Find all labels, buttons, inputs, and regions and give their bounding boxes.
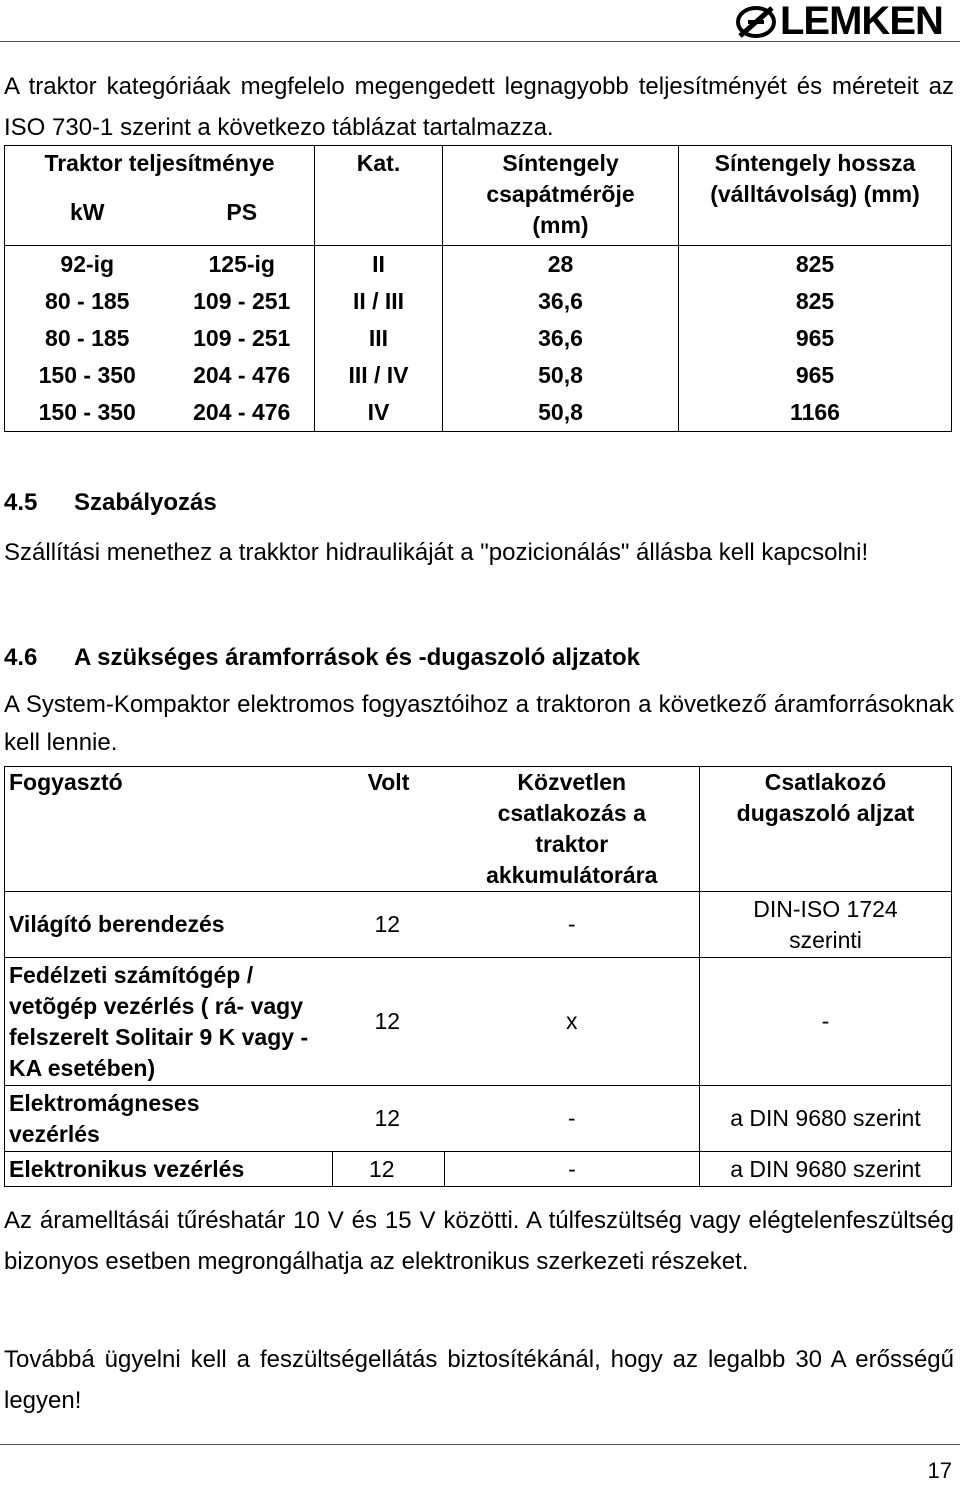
- cell-diameter: 50,8: [443, 394, 679, 432]
- cell-diameter: 36,6: [443, 283, 679, 320]
- cell-length: 825: [679, 283, 952, 320]
- cell-volt: 12: [333, 1086, 445, 1152]
- cell-kw: 80 - 185: [5, 283, 170, 320]
- cell-kw: 80 - 185: [5, 320, 170, 357]
- table-header-row: [5, 767, 952, 892]
- cell-socket: a DIN 9680 szerint: [700, 1152, 952, 1187]
- tractor-category-table: [4, 145, 952, 432]
- cell-ps: 125-ig: [170, 246, 315, 284]
- cell-length: 965: [679, 320, 952, 357]
- cell-socket: a DIN 9680 szerint: [700, 1086, 952, 1152]
- header-power: Traktor teljesítménye: [5, 146, 315, 198]
- header-kw: kW: [5, 197, 170, 245]
- table-row: [5, 283, 952, 320]
- header-direct-battery: Közvetlen csatlakozás a traktor akkumulátorára: [445, 767, 700, 892]
- cell-direct: -: [445, 892, 700, 958]
- cell-length: 965: [679, 357, 952, 394]
- header-pin-length: Síntengely hossza (válltávolság) (mm): [679, 146, 952, 246]
- cell-volt: 12: [333, 1152, 445, 1187]
- table-header-row: [5, 146, 952, 198]
- cell-ps: 204 - 476: [170, 394, 315, 432]
- cell-volt: 12: [333, 958, 445, 1086]
- table-row: [5, 320, 952, 357]
- cell-socket: DIN-ISO 1724 szerinti: [700, 892, 952, 958]
- cell-ps: 204 - 476: [170, 357, 315, 394]
- lemken-logo: [734, 2, 956, 42]
- table-row: [5, 1086, 952, 1152]
- header-socket: Csatlakozó dugaszoló aljzat: [700, 767, 952, 892]
- cell-direct: -: [445, 1086, 700, 1152]
- table-row: [5, 958, 952, 1086]
- cell-diameter: 28: [443, 246, 679, 284]
- section-heading-4-5: [4, 488, 217, 518]
- cell-category: III / IV: [315, 357, 443, 394]
- header-volt: Volt: [333, 767, 445, 892]
- cell-category: IV: [315, 394, 443, 432]
- cell-volt: 12: [333, 892, 445, 958]
- footer-rule: [0, 1444, 960, 1445]
- cell-socket: -: [700, 958, 952, 1086]
- section-number: 4.5: [4, 489, 38, 516]
- table-row: [5, 246, 952, 284]
- header-ps: PS: [170, 197, 315, 245]
- header-consumer: Fogyasztó: [5, 767, 333, 892]
- table-row: [5, 394, 952, 432]
- cell-category: II: [315, 246, 443, 284]
- tolerance-paragraph: Az áramelltásái tűréshatár 10 V és 15 V közötti. A túlfeszültség vagy elégtelenfeszültség bizonyos esetben megrongálhatja az elektronikus szerkezeti részeket.: [4, 1207, 954, 1275]
- table-row: [5, 892, 952, 958]
- cell-direct: x: [445, 958, 700, 1086]
- section-heading-4-6: [4, 643, 640, 673]
- cell-length: 825: [679, 246, 952, 284]
- cell-category: II / III: [315, 283, 443, 320]
- cell-ps: 109 - 251: [170, 283, 315, 320]
- cell-consumer: Fedélzeti számítógép / vetõgép vezérlés ( rá- vagy felszerelt Solitair 9 K vagy -KA esetében): [5, 958, 333, 1086]
- cell-kw: 150 - 350: [5, 357, 170, 394]
- table-row: [5, 1152, 952, 1187]
- fuse-paragraph: Továbbá ügyelni kell a feszültségellátás biztosítékánál, hogy az legalbb 30 A erősségű legyen!: [4, 1346, 954, 1414]
- cell-consumer: Világító berendezés: [5, 892, 333, 958]
- cell-consumer: Elektronikus vezérlés: [5, 1152, 333, 1187]
- section-title: Szabályozás: [74, 489, 217, 516]
- section-title: A szükséges áramforrások és -dugaszoló aljzatok: [74, 644, 640, 671]
- cell-diameter: 36,6: [443, 320, 679, 357]
- cell-direct: -: [445, 1152, 700, 1187]
- header-category: Kat.: [315, 146, 443, 246]
- cell-kw: 150 - 350: [5, 394, 170, 432]
- lemken-emblem-icon: [734, 2, 778, 42]
- table-row: [5, 357, 952, 394]
- section-4-5-text: Szállítási menethez a trakktor hidraulikáját a "pozicionálás" állásba kell kapcsolni!: [4, 539, 869, 566]
- header-pin-diameter: Síntengely csapátmérõje (mm): [443, 146, 679, 246]
- page-number: 17: [927, 1458, 952, 1483]
- brand-name: LEMKEN: [780, 0, 943, 43]
- cell-diameter: 50,8: [443, 357, 679, 394]
- cell-consumer: Elektromágneses vezérlés: [5, 1086, 333, 1152]
- cell-kw: 92-ig: [5, 246, 170, 284]
- section-number: 4.6: [4, 644, 38, 671]
- cell-category: III: [315, 320, 443, 357]
- section-4-6-text: A System-Kompaktor elektromos fogyasztóihoz a traktoron a következő áramforrásoknak kell lennie.: [4, 691, 954, 756]
- intro-paragraph: A traktor kategóriáak megfelelo megengedett legnagyobb teljesítményét és méreteit az ISO 730-1 szerint a következo táblázat tartalmazza.: [4, 73, 954, 141]
- cell-ps: 109 - 251: [170, 320, 315, 357]
- power-source-table: [4, 766, 952, 1187]
- cell-length: 1166: [679, 394, 952, 432]
